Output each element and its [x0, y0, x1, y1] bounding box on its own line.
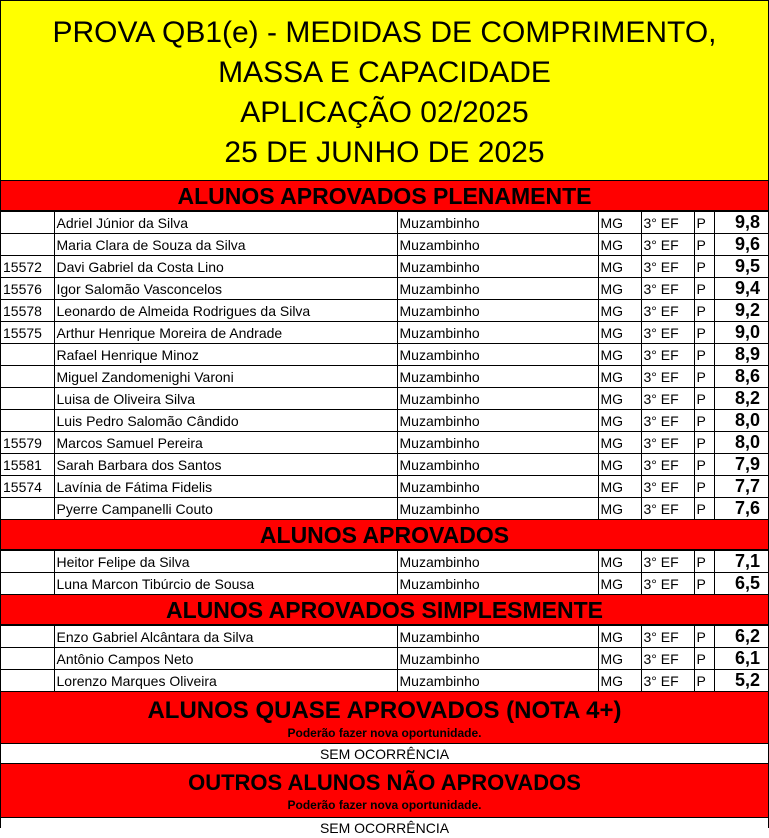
student-state: MG	[598, 256, 641, 278]
student-state: MG	[598, 366, 641, 388]
student-type: P	[694, 551, 714, 573]
student-state: MG	[598, 498, 641, 520]
table-row	[1, 234, 768, 256]
student-state: MG	[598, 670, 641, 692]
student-name: Antônio Campos Neto	[54, 648, 397, 670]
student-grade-level: 3° EF	[641, 278, 694, 300]
student-grade-level: 3° EF	[641, 388, 694, 410]
student-name: Maria Clara de Souza da Silva	[54, 234, 397, 256]
student-score: 6,5	[714, 573, 768, 595]
document-header	[1, 1, 768, 181]
table-row	[1, 388, 768, 410]
student-state: MG	[598, 432, 641, 454]
table-plenamente	[1, 211, 768, 520]
table-row	[1, 300, 768, 322]
student-grade-level: 3° EF	[641, 648, 694, 670]
student-grade-level: 3° EF	[641, 432, 694, 454]
student-name: Lorenzo Marques Oliveira	[54, 670, 397, 692]
student-id	[1, 498, 54, 520]
table-row	[1, 648, 768, 670]
student-city: Muzambinho	[397, 573, 598, 595]
student-city: Muzambinho	[397, 498, 598, 520]
student-grade-level: 3° EF	[641, 344, 694, 366]
student-city: Muzambinho	[397, 256, 598, 278]
student-type: P	[694, 573, 714, 595]
student-grade-level: 3° EF	[641, 366, 694, 388]
student-name: Heitor Felipe da Silva	[54, 551, 397, 573]
student-id: 15581	[1, 454, 54, 476]
student-id	[1, 573, 54, 595]
student-state: MG	[598, 476, 641, 498]
student-score: 6,1	[714, 648, 768, 670]
student-state: MG	[598, 278, 641, 300]
empty-message-quase: SEM OCORRÊNCIA	[1, 744, 768, 764]
student-name: Leonardo de Almeida Rodrigues da Silva	[54, 300, 397, 322]
table-row	[1, 278, 768, 300]
student-grade-level: 3° EF	[641, 256, 694, 278]
student-score: 9,6	[714, 234, 768, 256]
student-name: Igor Salomão Vasconcelos	[54, 278, 397, 300]
student-name: Luna Marcon Tibúrcio de Sousa	[54, 573, 397, 595]
student-score: 5,2	[714, 670, 768, 692]
student-grade-level: 3° EF	[641, 212, 694, 234]
student-score: 9,4	[714, 278, 768, 300]
student-type: P	[694, 476, 714, 498]
student-score: 9,8	[714, 212, 768, 234]
table-row	[1, 476, 768, 498]
table-simplesmente	[1, 625, 768, 692]
table-aprovados	[1, 550, 768, 595]
student-score: 8,2	[714, 388, 768, 410]
table-row	[1, 366, 768, 388]
student-state: MG	[598, 648, 641, 670]
student-state: MG	[598, 573, 641, 595]
student-score: 9,5	[714, 256, 768, 278]
student-type: P	[694, 256, 714, 278]
section-title-simplesmente: ALUNOS APROVADOS SIMPLESMENTE	[1, 595, 768, 625]
section-title-aprovados: ALUNOS APROVADOS	[1, 520, 768, 550]
student-type: P	[694, 498, 714, 520]
student-id	[1, 344, 54, 366]
student-type: P	[694, 212, 714, 234]
student-type: P	[694, 410, 714, 432]
student-type: P	[694, 366, 714, 388]
student-state: MG	[598, 551, 641, 573]
student-name: Luis Pedro Salomão Cândido	[54, 410, 397, 432]
student-grade-level: 3° EF	[641, 410, 694, 432]
student-city: Muzambinho	[397, 278, 598, 300]
header-line-1: PROVA QB1(e) - MEDIDAS DE COMPRIMENTO,	[52, 16, 717, 49]
student-name: Adriel Júnior da Silva	[54, 212, 397, 234]
student-name: Enzo Gabriel Alcântara da Silva	[54, 626, 397, 648]
student-state: MG	[598, 626, 641, 648]
student-city: Muzambinho	[397, 551, 598, 573]
student-name: Davi Gabriel da Costa Lino	[54, 256, 397, 278]
student-type: P	[694, 344, 714, 366]
student-city: Muzambinho	[397, 476, 598, 498]
student-city: Muzambinho	[397, 300, 598, 322]
student-score: 8,9	[714, 344, 768, 366]
student-city: Muzambinho	[397, 410, 598, 432]
student-id	[1, 366, 54, 388]
student-score: 9,0	[714, 322, 768, 344]
student-id	[1, 670, 54, 692]
table-row	[1, 256, 768, 278]
student-score: 8,6	[714, 366, 768, 388]
student-type: P	[694, 300, 714, 322]
student-type: P	[694, 454, 714, 476]
student-name: Luisa de Oliveira Silva	[54, 388, 397, 410]
section-note-quase: Poderão fazer nova oportunidade.	[287, 726, 482, 740]
student-id: 15576	[1, 278, 54, 300]
student-name: Pyerre Campanelli Couto	[54, 498, 397, 520]
header-line-3: APLICAÇÃO 02/2025	[240, 96, 529, 129]
student-grade-level: 3° EF	[641, 626, 694, 648]
student-grade-level: 3° EF	[641, 454, 694, 476]
empty-message-outros: SEM OCORRÊNCIA	[1, 818, 768, 838]
student-name: Marcos Samuel Pereira	[54, 432, 397, 454]
student-city: Muzambinho	[397, 454, 598, 476]
student-grade-level: 3° EF	[641, 300, 694, 322]
student-id: 15579	[1, 432, 54, 454]
student-id	[1, 648, 54, 670]
student-state: MG	[598, 234, 641, 256]
student-city: Muzambinho	[397, 344, 598, 366]
section-quase	[1, 692, 768, 744]
student-name: Rafael Henrique Minoz	[54, 344, 397, 366]
student-name: Arthur Henrique Moreira de Andrade	[54, 322, 397, 344]
student-state: MG	[598, 388, 641, 410]
table-row	[1, 498, 768, 520]
section-title-quase: ALUNOS QUASE APROVADOS (NOTA 4+)	[147, 697, 622, 724]
student-state: MG	[598, 322, 641, 344]
student-state: MG	[598, 454, 641, 476]
student-grade-level: 3° EF	[641, 234, 694, 256]
student-grade-level: 3° EF	[641, 670, 694, 692]
section-title-outros: OUTROS ALUNOS NÃO APROVADOS	[188, 770, 581, 795]
student-state: MG	[598, 212, 641, 234]
student-type: P	[694, 648, 714, 670]
table-row	[1, 626, 768, 648]
student-city: Muzambinho	[397, 388, 598, 410]
student-city: Muzambinho	[397, 322, 598, 344]
table-row	[1, 551, 768, 573]
student-city: Muzambinho	[397, 366, 598, 388]
student-grade-level: 3° EF	[641, 573, 694, 595]
student-grade-level: 3° EF	[641, 498, 694, 520]
student-id: 15578	[1, 300, 54, 322]
student-score: 9,2	[714, 300, 768, 322]
header-line-2: MASSA E CAPACIDADE	[218, 56, 551, 89]
student-name: Sarah Barbara dos Santos	[54, 454, 397, 476]
student-score: 8,0	[714, 410, 768, 432]
student-city: Muzambinho	[397, 234, 598, 256]
student-id	[1, 212, 54, 234]
student-type: P	[694, 278, 714, 300]
table-row	[1, 410, 768, 432]
student-state: MG	[598, 300, 641, 322]
student-city: Muzambinho	[397, 432, 598, 454]
student-id	[1, 410, 54, 432]
student-score: 7,1	[714, 551, 768, 573]
student-grade-level: 3° EF	[641, 551, 694, 573]
table-row	[1, 344, 768, 366]
student-type: P	[694, 234, 714, 256]
student-grade-level: 3° EF	[641, 322, 694, 344]
student-id: 15572	[1, 256, 54, 278]
student-score: 6,2	[714, 626, 768, 648]
table-row	[1, 670, 768, 692]
student-name: Lavínia de Fátima Fidelis	[54, 476, 397, 498]
section-note-outros: Poderão fazer nova oportunidade.	[287, 798, 482, 812]
section-title-plenamente: ALUNOS APROVADOS PLENAMENTE	[1, 181, 768, 211]
student-city: Muzambinho	[397, 212, 598, 234]
student-type: P	[694, 626, 714, 648]
table-row	[1, 573, 768, 595]
student-city: Muzambinho	[397, 670, 598, 692]
student-id	[1, 234, 54, 256]
student-city: Muzambinho	[397, 648, 598, 670]
student-city: Muzambinho	[397, 626, 598, 648]
student-type: P	[694, 388, 714, 410]
table-row	[1, 432, 768, 454]
student-name: Miguel Zandomenighi Varoni	[54, 366, 397, 388]
student-score: 7,6	[714, 498, 768, 520]
student-type: P	[694, 322, 714, 344]
student-id	[1, 626, 54, 648]
student-score: 8,0	[714, 432, 768, 454]
student-type: P	[694, 432, 714, 454]
student-id: 15575	[1, 322, 54, 344]
student-id	[1, 551, 54, 573]
student-id: 15574	[1, 476, 54, 498]
table-row	[1, 212, 768, 234]
table-row	[1, 454, 768, 476]
header-line-4: 25 DE JUNHO DE 2025	[224, 136, 545, 169]
student-id	[1, 388, 54, 410]
student-state: MG	[598, 344, 641, 366]
section-outros	[1, 764, 768, 818]
student-grade-level: 3° EF	[641, 476, 694, 498]
table-row	[1, 322, 768, 344]
student-type: P	[694, 670, 714, 692]
student-score: 7,9	[714, 454, 768, 476]
student-score: 7,7	[714, 476, 768, 498]
student-state: MG	[598, 410, 641, 432]
